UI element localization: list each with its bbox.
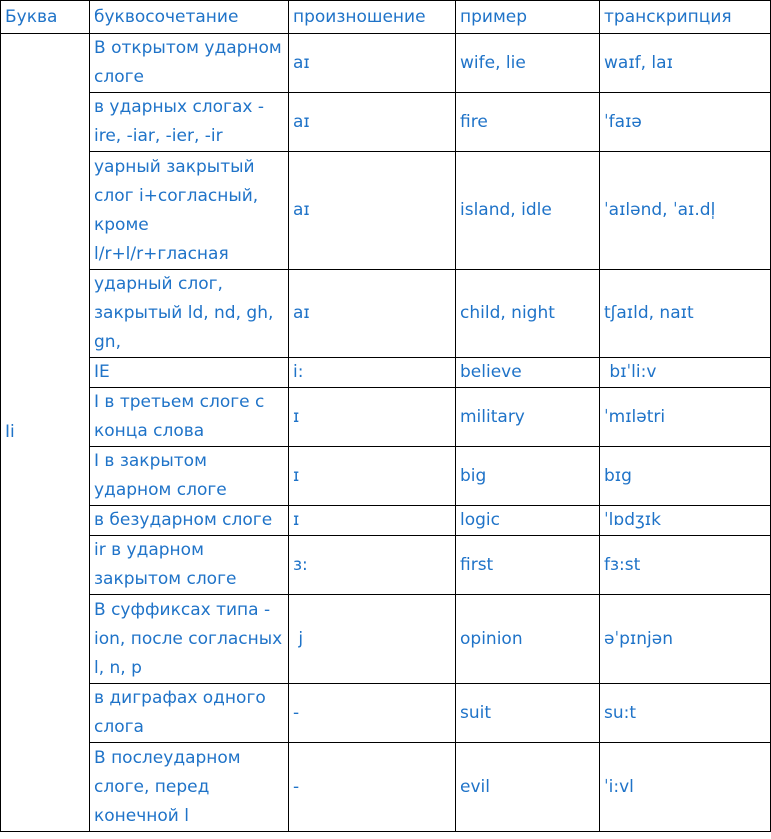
combination-cell: В суффиксах типа - ion, после согласных l, n, p — [90, 595, 289, 684]
table-row — [1, 93, 771, 152]
table-row — [1, 684, 771, 743]
example-cell: evil — [456, 743, 600, 832]
combination-cell: в диграфах одного слога — [90, 684, 289, 743]
transcription-cell: ˈmɪlətri — [600, 388, 771, 447]
example-cell: suit — [456, 684, 600, 743]
transcription-cell: fɜ:st — [600, 536, 771, 595]
table-row — [1, 447, 771, 506]
pronunciation-cell: - — [289, 684, 456, 743]
example-cell: believe — [456, 358, 600, 388]
pronunciation-cell: aɪ — [289, 270, 456, 358]
transcription-cell: əˈpɪnjən — [600, 595, 771, 684]
combination-cell: IE — [90, 358, 289, 388]
combination-cell: ir в ударном закрытом слоге — [90, 536, 289, 595]
transcription-cell: bɪg — [600, 447, 771, 506]
table-row — [1, 152, 771, 270]
transcription-cell: ˈi:vl — [600, 743, 771, 832]
combination-cell: I в закрытом ударном слоге — [90, 447, 289, 506]
pronunciation-cell: aɪ — [289, 152, 456, 270]
header-letter: Буква — [1, 1, 90, 34]
example-cell: island, idle — [456, 152, 600, 270]
table-row — [1, 506, 771, 536]
transcription-cell: tʃaɪld, naɪt — [600, 270, 771, 358]
combination-cell: в ударных слогах - ire, -iar, -ier, -ir — [90, 93, 289, 152]
example-cell: first — [456, 536, 600, 595]
pronunciation-cell: ɪ — [289, 447, 456, 506]
header-transcription: транскрипция — [600, 1, 771, 34]
transcription-cell: waɪf, laɪ — [600, 34, 771, 93]
example-cell: fire — [456, 93, 600, 152]
example-cell: logic — [456, 506, 600, 536]
pronunciation-cell: aɪ — [289, 93, 456, 152]
table-row — [1, 34, 771, 93]
pronunciation-cell: aɪ — [289, 34, 456, 93]
example-cell: military — [456, 388, 600, 447]
header-example: пример — [456, 1, 600, 34]
combination-cell: в безударном слоге — [90, 506, 289, 536]
combination-cell: ударный слог, закрытый ld, nd, gh, gn, — [90, 270, 289, 358]
header-pronunciation: произношение — [289, 1, 456, 34]
combination-cell: В послеударном слоге, перед конечной l — [90, 743, 289, 832]
table-row — [1, 358, 771, 388]
header-combination: буквосочетание — [90, 1, 289, 34]
letter-cell: Ii — [1, 34, 90, 832]
pronunciation-cell: i: — [289, 358, 456, 388]
example-cell: wife, lie — [456, 34, 600, 93]
transcription-cell: ˈfaɪə — [600, 93, 771, 152]
pronunciation-cell: - — [289, 743, 456, 832]
pronunciation-cell: ɪ — [289, 388, 456, 447]
table-row — [1, 743, 771, 832]
table-row — [1, 388, 771, 447]
pronunciation-cell: ɜ: — [289, 536, 456, 595]
transcription-cell: ˈaɪlənd, ˈaɪ.dl̩ — [600, 152, 771, 270]
transcription-cell: su:t — [600, 684, 771, 743]
example-cell: big — [456, 447, 600, 506]
combination-cell: I в третьем слоге с конца слова — [90, 388, 289, 447]
table-row — [1, 595, 771, 684]
pronunciation-cell: j — [289, 595, 456, 684]
combination-cell: уарный закрытый слог i+согласный, кроме l/r+l/r+гласная — [90, 152, 289, 270]
table-row — [1, 270, 771, 358]
transcription-cell: bɪˈli:v — [600, 358, 771, 388]
transcription-cell: ˈlɒdʒɪk — [600, 506, 771, 536]
example-cell: child, night — [456, 270, 600, 358]
example-cell: opinion — [456, 595, 600, 684]
combination-cell: В открытом ударном слоге — [90, 34, 289, 93]
pronunciation-cell: ɪ — [289, 506, 456, 536]
table-row — [1, 536, 771, 595]
header-row — [1, 1, 771, 34]
